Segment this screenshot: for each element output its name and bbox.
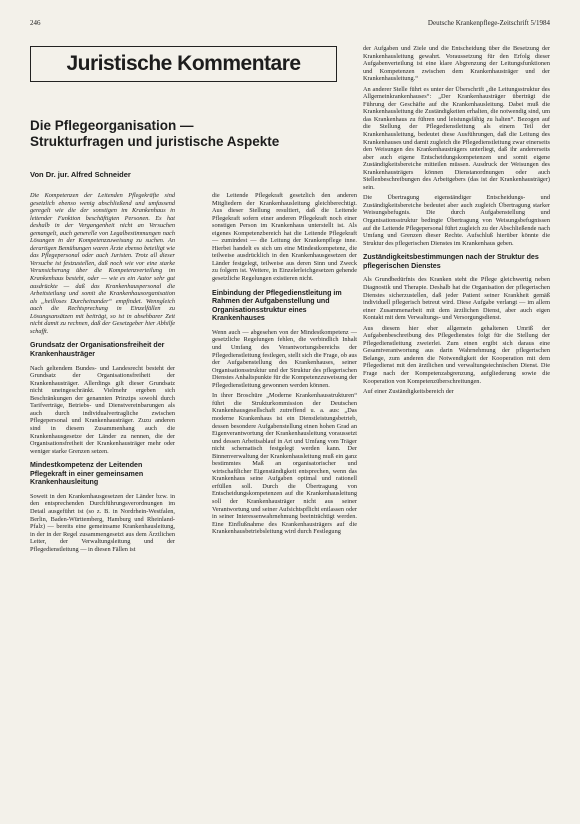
body-paragraph: Soweit in den Krankenhausgesetzen der Länder bzw. in den entsprechenden Durchführungsverordnungen im Detail ausgeführt ist (so z. B. in Nordrhein-Westfalen, Berlin, Baden-Württemberg, Hamburg und Rheinland-Pfalz) — bereits eine gemeinsame Krankenhausleitung, in der in der Regel zusammengesetzt aus dem Ärztlichen Leiter, der Verwaltungsleitung und der Pflegedienstleitung — in diesen Fällen ist [30, 492, 175, 553]
text-column-2 [212, 192, 357, 807]
text-column-1 [30, 192, 175, 807]
body-paragraph: der Aufgaben und Ziele und die Entscheidung über die Besetzung der Krankenhausleitung gewahrt. Voraussetzung für den Erfolg dieser Aufgabenverteilung ist eine klare Abgrenzung der Leitungsfunktionen und Kompetenzen zwischen dem Krankenhausträger und der Krankenhausleitung.“ [363, 45, 550, 83]
page-number: 246 [30, 19, 41, 27]
section-heading: Zuständigkeitsbestimmungen nach der Struktur des pflegerischen Dienstes [363, 253, 539, 270]
article-title [30, 118, 337, 150]
body-paragraph: An anderer Stelle führt es unter der Überschrift „die Leitungsstruktur des Allgemeinkrankenhauses“: „Der Krankenhausträger überträgt die Führung der Geschäfte auf die Krankenhausleitung. Dabei muß die Krankenhausleitung die Zuständigkeiten erhalten, die notwendig sind, um das Krankenhaus zu führen und leistungsfähig zu halten“. Bezogen auf die Stellung der Pflegedienstleitung als einem Teil der Krankenhausleitung, bedeutet diese Ausführungen, daß die Leitung des Krankenhauses und damit zugleich die Pflegedienstleitung zwar einerseits den Weisungen des Krankenhausträgers unterliegt, daß ihr andererseits aber auch eigene Entscheidungskompetenzen und somit eigene Zuständigkeitsbereiche mitteilen müssen. Ausdruck der Weisungen des Krankenhausträgers können Dienstanordnungen oder auch Stellenbeschreibungen des Arbeitgebers (das ist der Krankenhausträger) sein. [363, 85, 550, 191]
body-paragraph: Als Grundbedürfnis des Kranken steht die Pflege gleichwertig neben Diagnostik und Therapie. Deshalb hat die Organisation der pflegerischen Dienstes sicherzustellen, daß jeder Patient seiner Krankheit gemäß individuell pflegerisch betreut wird. Diese Aufgabe verlangt — im allem einer Zusammenarbeit mit dem ärztlichen Dienst, aber auch eigen Kontakt mit dem Verwaltungs- und Versorgungsdienst. [363, 276, 550, 322]
section-heading: Einbindung der Pflegedienstleitung im Rahmen der Aufgabenstellung und Organisationsstruktur eines Krankenhauses [212, 288, 342, 323]
article-title-line-2: Strukturfragen und juristische Aspekte [30, 134, 280, 149]
body-paragraph: Aus diesem hier eher allgemein gehaltenen Umriß der Aufgabenbeschreibung des Pflegedienstes folgt für die Stellung der Pflegedienstleitung zweierlei. Zum einen ergibt sich daraus eine Gesamtverantwortung aus darin Wahrnehmung der pflegerischen Belange, zum anderen die Notwendigkeit der Kooperation mit dem Pflegedienst mit den ärztlichen und verwaltungstechnischen Dienst. Die Frage nach der Kompetenzabgrenzung, aufgliederung sowie die Kooperation von Kompetenzüberschreitungen. [363, 324, 550, 385]
text-column-3 [363, 45, 550, 807]
section-heading: Mindestkompetenz der Leitenden Pflegekraft in einer gemeinsamen Krankenhausleitung [30, 461, 144, 487]
page-header [30, 19, 550, 31]
section-banner: Juristische Kommentare [30, 46, 337, 82]
body-paragraph: Nach geltendem Bundes- und Landesrecht besteht der Grundsatz der Organisationsfreiheit der Krankenhausträger. Allerdings gilt dieser Grundsatz nicht uneingeschränkt. Vielmehr ergeben sich Beschränkungen der genannten Prinzips sowohl durch Tarifverträge, Betriebs- und Dienstvereinbarungen als auch durch individualvertragliche zwischen Pflegepersonal und Krankenhausträger. Zuzu anderen sind in diesem Zusammenhang auch die Krankenhausgesetze der Länder zu nennen, die der Organisationsfreiheit der Krankenhausträger mehr oder weniger starke Grenzen setzen. [30, 364, 175, 455]
journal-title: Deutsche Krankenpflege-Zeitschrift 5/1984 [427, 19, 550, 27]
body-paragraph: Die Übertragung eigenständiger Entscheidungs- und Zuständigkeitsbereiche bedeutet aber auch zugleich Übertragung starker Weisungsbefugnis. Die durch Aufgabenstellung und Organisationsstruktur bedingte Übertragung von Weisungsbefugnissen auf die Leitende Pflegepersonal führt zugleich zu der Abschließende nach Umfang und Grenzen dieser Rechte. Aufschluß hierüber könnte die Struktur des pflegerischen Dienstes im Krankenhaus geben. [363, 194, 550, 247]
intro-paragraph: Die Kompetenzen der Leitenden Pflegekräfte sind gesetzlich ebenso wenig abschließend und umfassend geregelt wie die der sonstigen im Krankenhaus in leitender Funktion beschäftigten Personen. Es hat deshalb in der Vergangenheit nicht an Versuchen gemangelt, auch generelle von Legalbestimmungen nach Lösungen in der Kompetenzzuweisung zu suchen. An derartigen Bemühungen waren Ärzte ebenso beteiligt wie das Pflegepersonal oder auch Juristen. Trotz all dieser Versuche ist festzustellen, daß noch wie vor eine starke Verunsicherung über die Kompetenzverteilung im Krankenhaus besteht, oder — wie es ein Autor sehr gut ausdrückte — daß das Krankenhauspersonal die Arbeitsteilung und somit die Krankenhausorganisation als „heilloses Durcheinander“ empfindet. Wenngleich auch die Rechtsprechung in Einzelfällen zu Lösungsansätzen mit beiträgt, so ist in absehbarer Zeit nicht damit zu rechnen, daß der Gesetzgeber hier Abhilfe schafft. [30, 192, 175, 335]
body-paragraph: die Leitende Pflegekraft gesetzlich den anderen Mitgliedern der Krankenhausleitung gleichberechtigt. Aus dieser Stellung resultiert, daß die Leitende Pflegekraft sofern einer anderen Pflegekraft noch einer sonstigen Person im Krankenhaus unterstellt ist. Als eigenes Kompetenzbereich hat die Leitende Pflegekraft — zumindest — die Leitung der Krankenpflege inne. Hierbei handelt es sich um eine Mindestkompetenz, die teilweise ausdrücklich in den Krankenhausgesetzen der Länder festgelegt, teilweise aus deren Sinn und Zweck zu folgern ist. Weitere, in Einzelerleichgesetzen gehende gesetzliche Regelungen existieren nicht. [212, 192, 357, 283]
body-paragraph: In ihrer Broschüre „Moderne Krankenhausstrukturen“ führt die Strukturkommission der Deutschen Krankenhausgesellschaft zutreffend u. a. aus: „Das moderne Krankenhaus ist ein Dienstleistungsbetrieb, dessen besondere Aufgabenstellung einen hohen Grad an Eigenverantwortung der Krankenhausleitung voraussetzt und dessen Arbeitsablauf in Art und Umfang vom Träger nicht schematisch festgelegt werden kann. Der Binnenverwaltung der Krankenhausleitung muß ein ganz bestimmtes Maß an organisatorischer und wirtschaftlicher Eigenständigkeit entsprechen, wenn das Krankenhaus seine Aufgaben optimal und rationell erfüllen soll. Durch die Übertragung von Entscheidungskompetenzen auf die Krankenhausleitung soll der Krankenhausträger nicht aus seiner Verantwortung und seiner Aufsichtspflicht entlassen oder in seiner Interessenwahrnehmung beeinträchtigt werden. Eine Einflußnahme des Krankenhausträgers auf die Krankenhausbetriebsleitung wird durch Festlegung [212, 392, 357, 536]
article-title-line-1: Die Pflegeorganisation — [30, 118, 194, 133]
article-author: Von Dr. jur. Alfred Schneider [30, 170, 131, 179]
body-paragraph: Wenn auch — abgesehen von der Mindestkompetenz — gesetzliche Regelungen fehlen, die verbindlich Inhalt und Umfang des Verantwortungsbereichs der Pflegedienstleitung festlegen, stellt sich die Frage, ob aus der Aufgabenstellung des Krankenhauses, seiner Organisationsstruktur und der Struktur des pflegerischen Dienstes Anhaltspunkte für die Kompetenzzuweisung der Pflegedienstleitung gewonnen werden können. [212, 328, 357, 389]
body-paragraph: Auf einer Zuständigkeitsbereich der [363, 388, 454, 396]
section-heading: Grundsatz der Organisationsfreiheit der Krankenhausträger [30, 341, 165, 358]
